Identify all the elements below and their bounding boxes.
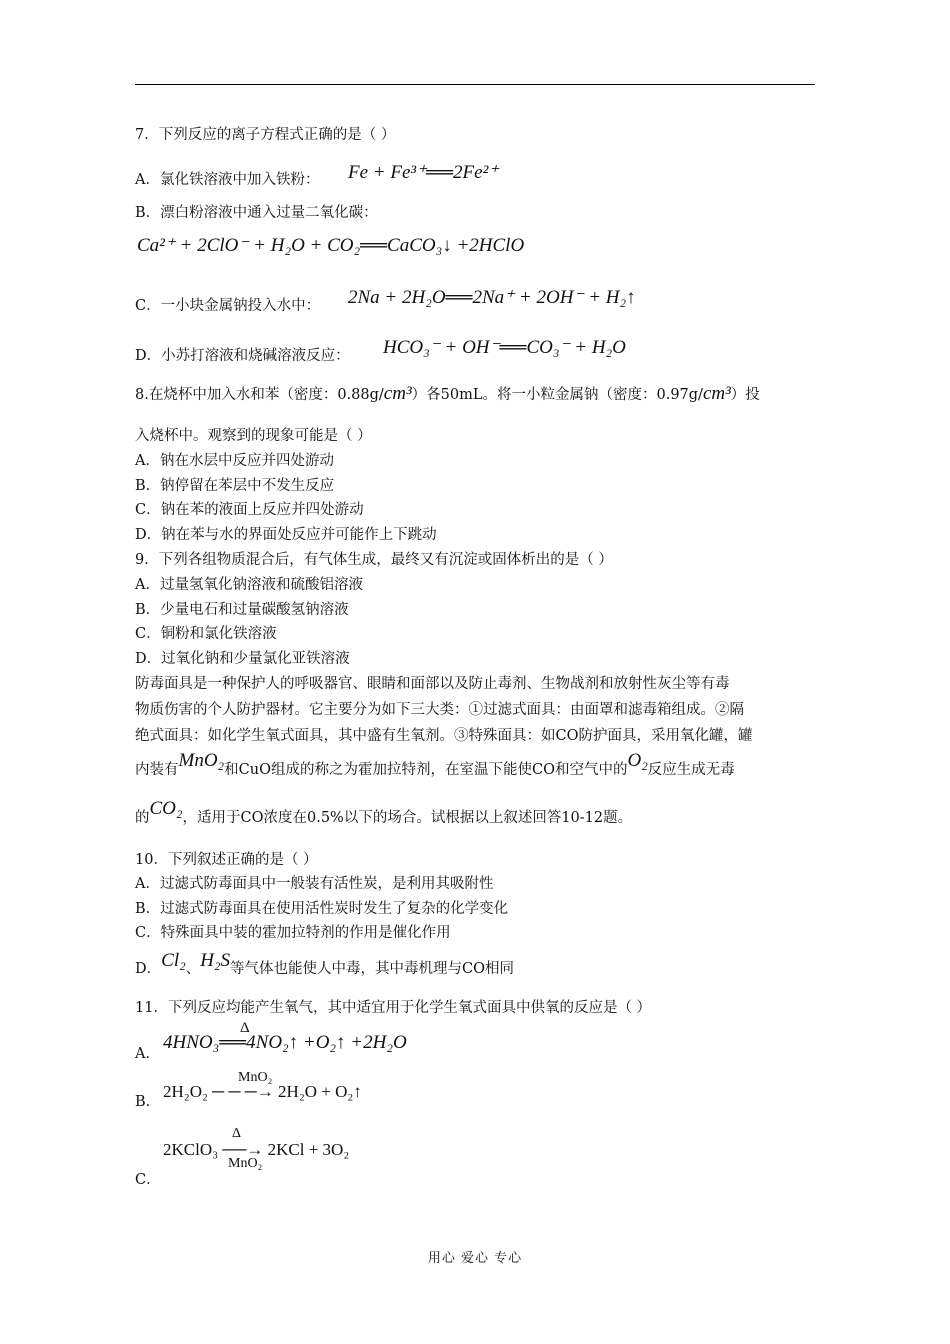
q7-stem: 7．下列反应的离子方程式正确的是（ ） bbox=[135, 127, 396, 143]
q8-option-a: A．钠在水层中反应并四处游动 bbox=[135, 453, 334, 469]
q7-a-label: A．氯化铁溶液中加入铁粉： bbox=[135, 172, 320, 188]
passage-line-5 bbox=[135, 798, 633, 828]
cl2-formula: Cl₂ bbox=[161, 950, 186, 971]
q11-c-condition-bottom: MnO₂ bbox=[228, 1156, 263, 1171]
q10-option-d bbox=[135, 950, 515, 979]
q11-c-condition-top: Δ bbox=[232, 1126, 242, 1141]
q7-a-formula: Fe + Fe³⁺══2Fe²⁺ bbox=[348, 162, 499, 183]
q10-option-c: C．特殊面具中装的霍加拉特剂的作用是催化作用 bbox=[135, 925, 451, 941]
q8-stem-part1: 8.在烧杯中加入水和苯（密度：0.88g/ bbox=[135, 387, 384, 403]
q10-option-b: B．过滤式防毒面具在使用活性炭时发生了复杂的化学变化 bbox=[135, 901, 509, 917]
q10-d-separator: 、 bbox=[185, 961, 201, 977]
q10-option-a: A．过滤式防毒面具中一般装有活性炭，是利用其吸附性 bbox=[135, 876, 494, 892]
q11-c-formula: 2KClO₃ ──→ 2KCl + 3O₂ bbox=[163, 1140, 350, 1159]
q8-option-d: D．钠在苯与水的界面处反应并可能作上下跳动 bbox=[135, 527, 437, 543]
page-footer: 用心 爱心 专心 bbox=[427, 1251, 523, 1266]
q10-d-rest: 等气体也能使人中毒，其中毒机理与CO相同 bbox=[230, 961, 515, 977]
q7-d-formula: HCO₃⁻ + OH⁻══CO₃⁻ + H₂O bbox=[383, 337, 626, 358]
q9-option-c: C．铜粉和氯化铁溶液 bbox=[135, 626, 277, 642]
q7-b-formula: Ca²⁺ + 2ClO⁻ + H₂O + CO₂══CaCO₃↓ +2HClO bbox=[137, 235, 525, 256]
mno2-formula: MnO₂ bbox=[178, 750, 225, 771]
q7-b-label: B．漂白粉溶液中通入过量二氧化碳： bbox=[135, 205, 378, 221]
q7-option-a bbox=[135, 170, 319, 190]
passage-line-1: 防毒面具是一种保护人的呼吸器官、眼睛和面部以及防止毒剂、生物战剂和放射性灰尘等有毒 bbox=[135, 676, 730, 692]
q8-stem-line1 bbox=[135, 384, 760, 405]
q8-unit-2: cm³ bbox=[702, 383, 731, 404]
co2-formula: CO₂ bbox=[149, 798, 183, 819]
passage-l4-part1: 内装有 bbox=[135, 762, 179, 778]
q9-stem: 9．下列各组物质混合后，有气体生成，最终又有沉淀或固体析出的是（ ） bbox=[135, 552, 613, 568]
passage-line-2: 物质伤害的个人防护器材。它主要分为如下三大类：①过滤式面具：由面罩和滤毒箱组成。②隔 bbox=[135, 702, 744, 718]
q11-b-label: B． bbox=[135, 1094, 161, 1110]
q11-c-label: C． bbox=[135, 1172, 161, 1188]
passage-l5-part1: 的 bbox=[135, 810, 150, 826]
q7-d-label: D．小苏打溶液和烧碱溶液反应： bbox=[135, 348, 350, 364]
q8-stem-part2: ）各50mL。将一小粒金属钠（密度：0.97g/ bbox=[411, 387, 703, 403]
passage-l4-part3: 反应生成无毒 bbox=[647, 762, 735, 778]
q8-stem-line2: 入烧杯中。观察到的现象可能是（ ） bbox=[135, 428, 372, 444]
q7-c-formula: 2Na + 2H₂O══2Na⁺ + 2OH⁻ + H₂↑ bbox=[348, 287, 636, 308]
q11-stem: 11．下列反应均能产生氧气，其中适宜用于化学生氧式面具中供氧的反应是（ ） bbox=[135, 1000, 652, 1016]
header-rule bbox=[135, 84, 815, 85]
q8-stem-part3: ）投 bbox=[730, 387, 760, 403]
passage-line-4 bbox=[135, 750, 735, 780]
q9-option-d: D．过氧化钠和少量氯化亚铁溶液 bbox=[135, 651, 350, 667]
q11-b-condition: MnO₂ bbox=[238, 1070, 273, 1085]
h2s-formula: H₂S bbox=[200, 950, 231, 971]
o2-formula: O₂ bbox=[627, 750, 648, 771]
q8-unit-1: cm³ bbox=[383, 383, 412, 404]
q10-d-label: D． bbox=[135, 961, 162, 977]
passage-l4-part2: 和CuO组成的称之为霍加拉特剂，在室温下能使CO和空气中的 bbox=[224, 762, 628, 778]
q7-c-label: C．一小块金属钠投入水中： bbox=[135, 298, 321, 314]
q11-b-formula: 2H₂O₂ ─ ─ ─→ 2H₂O + O₂↑ bbox=[163, 1082, 362, 1101]
q9-option-a: A．过量氢氧化钠溶液和硫酸铝溶液 bbox=[135, 577, 363, 593]
passage-line-3: 绝式面具：如化学生氧式面具，其中盛有生氧剂。③特殊面具：如CO防护面具，采用氧化罐，罐 bbox=[135, 728, 753, 744]
q9-option-b: B．少量电石和过量碳酸氢钠溶液 bbox=[135, 602, 349, 618]
q11-a-formula: 4HNO₃══4NO₂↑ +O₂↑ +2H₂O bbox=[163, 1032, 407, 1053]
q8-option-c: C．钠在苯的液面上反应并四处游动 bbox=[135, 502, 364, 518]
q10-stem: 10．下列叙述正确的是（ ） bbox=[135, 852, 318, 868]
q11-a-label: A． bbox=[135, 1046, 160, 1062]
passage-l5-part2: ，适用于CO浓度在0.5%以下的场合。试根据以上叙述回答10-12题。 bbox=[182, 810, 633, 826]
q8-option-b: B．钠停留在苯层中不发生反应 bbox=[135, 478, 335, 494]
q11-a-condition: Δ bbox=[240, 1020, 250, 1036]
